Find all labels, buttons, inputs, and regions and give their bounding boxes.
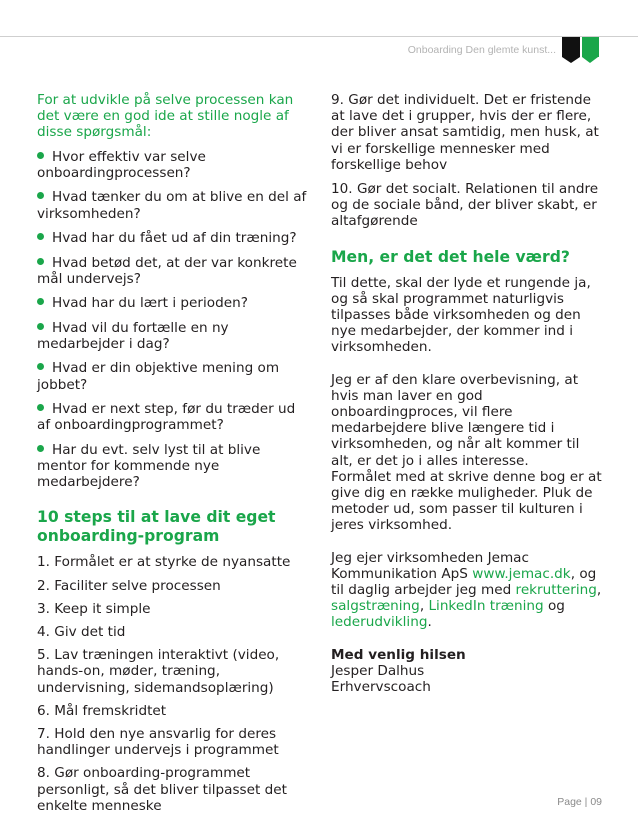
list-item: Hvad har du lært i perioden? xyxy=(37,295,307,311)
step-item: 1. Formålet er at styrke de nyansatte xyxy=(37,554,291,571)
step-item: 8. Gør onboarding-programmet personligt, så det bliver tilpasset det enkelte menneske xyxy=(37,765,287,814)
bullet-icon xyxy=(37,323,44,330)
bullet-icon xyxy=(37,298,44,305)
intro-text: For at udvikle på selve processen kan det være en god ide at stille nogle af disse spørgsmål: xyxy=(37,92,294,141)
list-item: Hvad tænker du om at blive en del af virksomheden? xyxy=(37,189,307,222)
website-link[interactable]: www.jemac.dk xyxy=(472,565,571,582)
step-item: 7. Hold den nye ansvarlig for deres handlinger undervejs i programmet xyxy=(37,726,279,759)
question-list xyxy=(37,149,307,491)
header-tab-green xyxy=(582,37,599,57)
bullet-icon xyxy=(37,233,44,240)
header-tab-black xyxy=(562,37,580,57)
list-item: Har du evt. selv lyst til at blive mentor for kommende nye medarbejdere? xyxy=(37,441,261,491)
bullet-icon xyxy=(37,363,44,370)
author-name: Jesper Dalhus xyxy=(331,662,425,679)
list-item: Hvad betød det, at der var konkrete mål undervejs? xyxy=(37,254,297,287)
steps-list xyxy=(37,554,307,814)
step-item: 2. Faciliter selve processen xyxy=(37,577,221,594)
step-item: 10. Gør det socialt. Relationen til andre og de sociale bånd, der bliver skabt, er altafgørende xyxy=(331,181,599,230)
step-item: 3. Keep it simple xyxy=(37,600,151,617)
steps-heading: 10 steps til at lave dit eget onboarding-program xyxy=(37,508,276,546)
list-item: Hvad er din objektive mening om jobbet? xyxy=(37,360,280,393)
right-column xyxy=(331,92,603,695)
list-item: Hvad er next step, før du træder ud af onboardingprogrammet? xyxy=(37,401,296,434)
running-title: Onboarding Den glemte kunst... xyxy=(407,44,556,56)
step-item: 6. Mål fremskridtet xyxy=(37,702,167,719)
author-role: Erhvervscoach xyxy=(331,679,431,696)
step-item: 4. Giv det tid xyxy=(37,624,126,641)
page-number: Page | 09 xyxy=(557,796,602,808)
list-item: Hvad har du fået ud af din træning? xyxy=(37,230,307,246)
bullet-icon xyxy=(37,192,44,199)
header-rule xyxy=(0,36,638,37)
step-item: 9. Gør det individuelt. Det er fristende at lave det i grupper, hvis der er flere, der bliver ansat samtidig, men husk, at vi er forskellige mennesker med forskellige behov xyxy=(331,92,599,173)
bullet-icon xyxy=(37,258,44,265)
step-item: 5. Lav træningen interaktivt (video, hands-on, møder, træning, undervisning, sidemandsoplæring) xyxy=(37,647,280,696)
list-item: Hvad vil du fortælle en ny medarbejder i dag? xyxy=(37,319,229,352)
section-heading: Men, er det det hele værd? xyxy=(331,247,570,266)
rekruttering-link[interactable]: rekruttering xyxy=(515,582,597,599)
lederudvikling-link[interactable]: lederudvikling xyxy=(331,614,428,631)
paragraph: Til dette, skal der lyde et rungende ja, og så skal programmet naturligvis tilpasses både virksomheden og den nye medarbejder, der kommer ind i virksomheden. xyxy=(331,274,591,356)
salgstraening-link[interactable]: salgstræning xyxy=(331,598,420,615)
left-column xyxy=(37,92,307,821)
contact-paragraph: Jeg ejer virksomheden Jemac Kommunikation ApS www.jemac.dk, og til daglig arbejder jeg med rekruttering, salgstræning, LinkedIn træning og lederudvikling. xyxy=(331,549,602,631)
bullet-icon xyxy=(37,445,44,452)
paragraph: Formålet med at skrive denne bog er at give dig en række muligheder. Pluk de metoder ud, som passer til kulturen i jeres virksomhed. xyxy=(331,468,602,534)
list-item: Hvor effektiv var selve onboardingprocessen? xyxy=(37,148,206,181)
signoff: Med venlig hilsen xyxy=(331,646,466,663)
linkedin-link[interactable]: LinkedIn træning xyxy=(428,598,544,615)
paragraph: Jeg er af den klare overbevisning, at hvis man laver en god onboardingproces, vil flere medarbejdere blive længere tid i virksomheden, og når alt kommer til alt, er det jo i alles interesse. xyxy=(331,371,580,469)
bullet-icon xyxy=(37,152,44,159)
bullet-icon xyxy=(37,404,44,411)
